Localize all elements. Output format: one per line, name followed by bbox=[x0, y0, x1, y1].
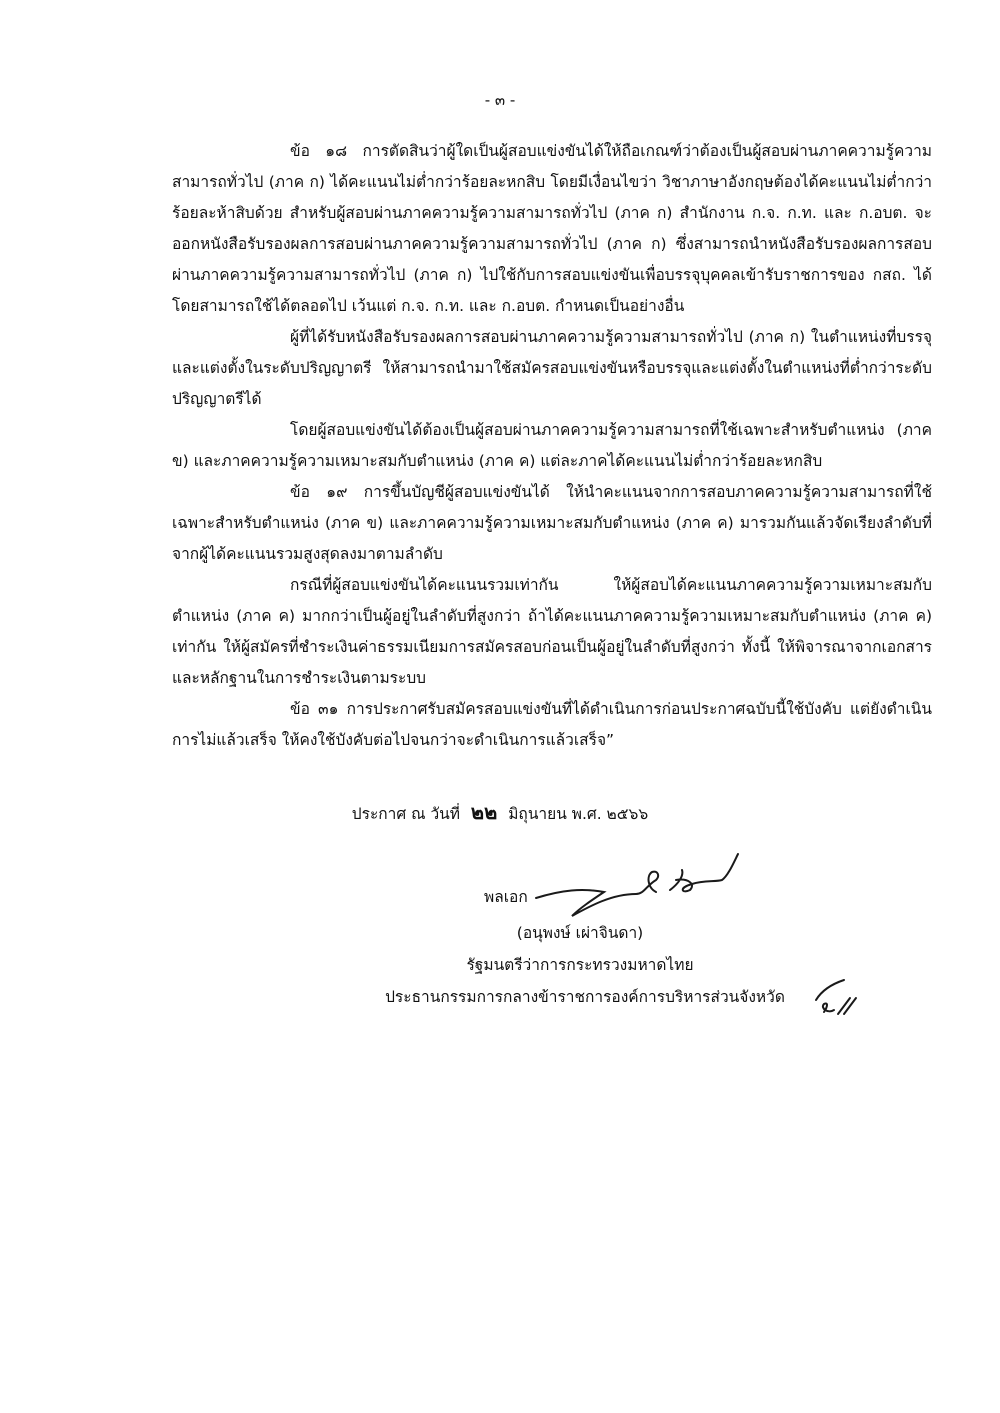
announcement-month-year: มิถุนายน พ.ศ. ๒๕๖๖ bbox=[508, 805, 649, 823]
tie-break-paragraph: กรณีที่ผู้สอบแข่งขันได้คะแนนรวมเท่ากัน ให้ผู้สอบได้คะแนนภาคความรู้ความเหมาะสมกับตำแหน่ง (ภาค ค) มากกว่าเป็นผู้อยู่ในลำดับที่สูงกว่า ถ้าได้คะแนนภาคความรู้ความเหมาะสมกับตำแหน่ง (ภาค ค) เท่ากัน ให้ผู้สมัครที่ชำระเงินค่าธรรมเนียมการสมัครสอบก่อนเป็นผู้อยู่ในลำดับที่สูงกว่า ทั้งนี้ ให้พิจารณาจากเอกสารและหลักฐานในการชำระเงินตามระบบ bbox=[172, 576, 932, 687]
signer-committee-title: ประธานกรรมการกลางข้าราชการองค์การบริหารส่วนจังหวัด bbox=[385, 988, 785, 1006]
handwritten-signature bbox=[532, 850, 752, 930]
initials-mark bbox=[810, 972, 860, 1022]
signer-position: รัฐมนตรีว่าการกระทรวงมหาดไทย bbox=[466, 956, 694, 974]
clause-19-paragraph: ข้อ ๑๙ การขึ้นบัญชีผู้สอบแข่งขันได้ ให้นำคะแนนจากการสอบภาคความรู้ความสามารถที่ใช้เฉพาะสำหรับตำแหน่ง (ภาค ข) และภาคความรู้ความเหมาะสมกับตำแหน่ง (ภาค ค) มารวมกันแล้วจัดเรียงลำดับที่จากผู้ได้คะแนนรวมสูงสุดลงมาตามลำดับ bbox=[172, 483, 932, 563]
document-body bbox=[172, 136, 932, 756]
clause-18-paragraph: ข้อ ๑๘ การตัดสินว่าผู้ใดเป็นผู้สอบแข่งขันได้ให้ถือเกณฑ์ว่าต้องเป็นผู้สอบผ่านภาคความรู้ความสามารถทั่วไป (ภาค ก) ได้คะแนนไม่ต่ำกว่าร้อยละหกสิบ โดยมีเงื่อนไขว่า วิชาภาษาอังกฤษต้องได้คะแนนไม่ต่ำกว่าร้อยละห้าสิบด้วย สำหรับผู้สอบผ่านภาคความรู้ความสามารถทั่วไป (ภาค ก) สำนักงาน ก.จ. ก.ท. และ ก.อบต. จะออกหนังสือรับรองผลการสอบผ่านภาคความรู้ความสามารถทั่วไป (ภาค ก) ซึ่งสามารถนำหนังสือรับรองผลการสอบผ่านภาคความรู้ความสามารถทั่วไป (ภาค ก) ไปใช้กับการสอบแข่งขันเพื่อบรรจุบุคคลเข้ารับราชการของ กสถ. ได้ โดยสามารถใช้ได้ตลอดไป เว้นแต่ ก.จ. ก.ท. และ ก.อบต. กำหนดเป็นอย่างอื่น bbox=[172, 142, 932, 315]
announcement-date bbox=[0, 796, 1000, 828]
clause-31-paragraph: ข้อ ๓๑ การประกาศรับสมัครสอบแข่งขันที่ได้ดำเนินการก่อนประกาศฉบับนี้ใช้บังคับ แต่ยังดำเนินการไม่แล้วเสร็จ ให้คงใช้บังคับต่อไปจนกว่าจะดำเนินการแล้วเสร็จ” bbox=[172, 700, 932, 749]
certificate-usage-paragraph: ผู้ที่ได้รับหนังสือรับรองผลการสอบผ่านภาคความรู้ความสามารถทั่วไป (ภาค ก) ในตำแหน่งที่บรรจุและแต่งตั้งในระดับปริญญาตรี ให้สามารถนำมาใช้สมัครสอบแข่งขันหรือบรรจุและแต่งตั้งในตำแหน่งที่ต่ำกว่าระดับปริญญาตรีได้ bbox=[172, 328, 932, 408]
page-number: - ๓ - bbox=[484, 91, 516, 109]
announcement-day: ๒๒ bbox=[470, 800, 498, 824]
announcement-prefix: ประกาศ ณ วันที่ bbox=[351, 805, 460, 823]
signature-block bbox=[385, 850, 870, 1030]
signer-rank: พลเอก bbox=[484, 888, 528, 906]
passing-criteria-paragraph: โดยผู้สอบแข่งขันได้ต้องเป็นผู้สอบผ่านภาคความรู้ความสามารถที่ใช้เฉพาะสำหรับตำแหน่ง (ภาค ข) และภาคความรู้ความเหมาะสมกับตำแหน่ง (ภาค ค) แต่ละภาคได้คะแนนไม่ต่ำกว่าร้อยละหกสิบ bbox=[172, 421, 932, 470]
signer-name: (อนุพงษ์ เผ่าจินดา) bbox=[516, 924, 644, 942]
